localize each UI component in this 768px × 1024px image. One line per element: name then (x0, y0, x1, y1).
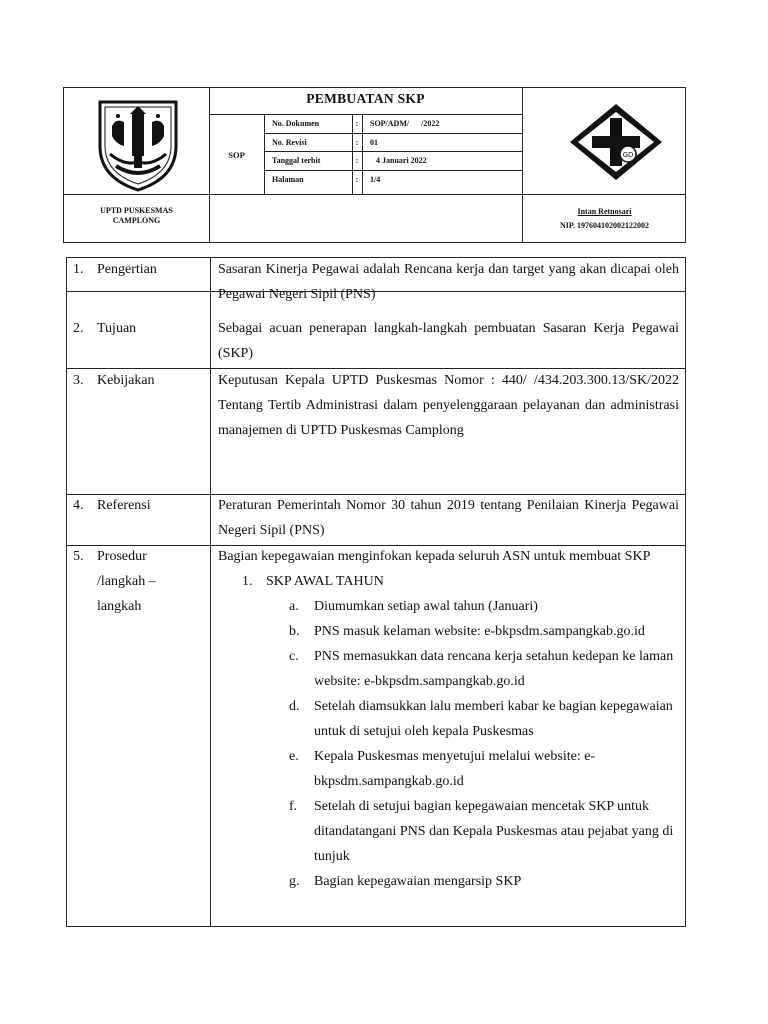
meta-separator: : (355, 119, 359, 128)
header-divider (264, 151, 522, 152)
section-title: Prosedur /langkah – langkah (97, 549, 156, 614)
svg-text:GD: GD (622, 151, 634, 159)
unit-line: CAMPLONG (112, 216, 161, 225)
header-divider (264, 170, 522, 171)
header-divider (362, 115, 363, 194)
item-text: Kepala Puskesmas menyetujui melalui website: e-bkpsdm.sampangkab.go.id (314, 749, 596, 789)
meta-key: No. Revisi (272, 138, 307, 147)
meta-key: Tanggal terbit (272, 156, 321, 165)
signer-block (522, 205, 687, 233)
meta-key: No. Dokumen (272, 119, 320, 128)
header-divider (264, 133, 522, 134)
puskesmas-cross-logo (564, 102, 668, 182)
document-title: PEMBUATAN SKP (306, 91, 425, 106)
section-number: 4. (73, 498, 84, 513)
step-title: SKP AWAL TAHUN (266, 574, 384, 589)
item-marker: e. (289, 749, 299, 764)
section-text-kebijakan: Keputusan Kepala UPTD Puskesmas Nomor : 440/ /434.203.300.13/SK/2022 Tentang Tertib Administrasi dalam penyelenggaraan pelayanan dan administrasi manajemen di UPTD Puskesmas Camplong (218, 373, 679, 438)
procedure-item (218, 594, 679, 619)
section-number: 3. (73, 373, 84, 388)
meta-value: 01 (370, 138, 378, 147)
item-text: Setelah diamsukkan lalu memberi kabar ke bagian kepegawaian untuk di setujui oleh kepala Puskesmas (314, 699, 673, 739)
procedure-item (218, 619, 679, 644)
procedure-item (218, 794, 679, 869)
meta-key: Halaman (272, 175, 304, 184)
meta-value: 4 Januari 2022 (376, 156, 427, 165)
meta-value: 1/4 (370, 175, 381, 184)
section-label-referensi (73, 493, 203, 518)
item-marker: b. (289, 624, 300, 639)
procedure-intro: Bagian kepegawaian menginfokan kepada seluruh ASN untuk membuat SKP (218, 549, 651, 564)
document-header (63, 87, 686, 243)
section-text-referensi: Peraturan Pemerintah Nomor 30 tahun 2019 tentang Penilaian Kinerja Pegawai Negeri Sipil (PNS) (218, 498, 679, 538)
item-marker: d. (289, 699, 300, 714)
section-text-prosedur (218, 544, 679, 894)
section-title: Kebijakan (97, 373, 155, 388)
procedure-item (218, 869, 679, 894)
procedure-item (218, 644, 679, 694)
meta-separator: : (355, 138, 359, 147)
item-marker: a. (289, 599, 299, 614)
regency-crest-logo (94, 96, 182, 192)
section-number: 2. (73, 321, 84, 336)
item-text: Bagian kepegawaian mengarsip SKP (314, 874, 522, 889)
section-number: 1. (73, 262, 84, 277)
procedure-item (218, 744, 679, 794)
item-text: PNS masuk kelaman website: e-bkpsdm.sampangkab.go.id (314, 624, 645, 639)
meta-separator: : (355, 156, 359, 165)
header-divider (64, 194, 685, 195)
sop-label: SOP (228, 150, 245, 160)
item-text: Diumumkan setiap awal tahun (Januari) (314, 599, 538, 614)
procedure-step (218, 569, 679, 594)
section-number: 5. (73, 549, 84, 564)
item-marker: c. (289, 649, 299, 664)
signer-nip: NIP. 197604102002122002 (559, 221, 650, 230)
item-text: Setelah di setujui bagian kepegawaian mencetak SKP untuk ditandatangani PNS dan Kepala Puskesmas atau pejabat yang di tunjuk (314, 799, 674, 864)
section-label-prosedur (73, 544, 203, 619)
section-title: Referensi (97, 498, 151, 513)
section-label-kebijakan (73, 368, 203, 393)
item-marker: f. (289, 799, 298, 814)
section-title: Pengertian (97, 262, 157, 277)
sop-content-table (66, 257, 686, 927)
item-text: PNS memasukkan data rencana kerja setahun kedepan ke laman website: e-bkpsdm.sampangkab.go.id (314, 649, 674, 689)
header-divider (264, 115, 265, 194)
item-marker: g. (289, 874, 300, 889)
procedure-item (218, 694, 679, 744)
unit-line: UPTD PUSKESMAS (100, 206, 173, 215)
unit-name (64, 206, 209, 226)
section-text-tujuan: Sebagai acuan penerapan langkah-langkah pembuatan Sasaran Kerja Pegawai (SKP) (218, 321, 679, 361)
meta-value: SOP/ADM/ /2022 (370, 119, 440, 128)
step-number: 1. (242, 574, 253, 589)
section-title: Tujuan (97, 321, 137, 336)
signer-name: Intan Retnosari (577, 207, 632, 216)
table-column-divider (210, 258, 211, 926)
section-text-pengertian: Sasaran Kinerja Pegawai adalah Rencana kerja dan target yang akan dicapai oleh Pegawai Negeri Sipil (PNS) (218, 262, 679, 302)
section-label-pengertian (73, 257, 203, 282)
section-label-tujuan (73, 316, 203, 341)
meta-separator: : (355, 175, 359, 184)
